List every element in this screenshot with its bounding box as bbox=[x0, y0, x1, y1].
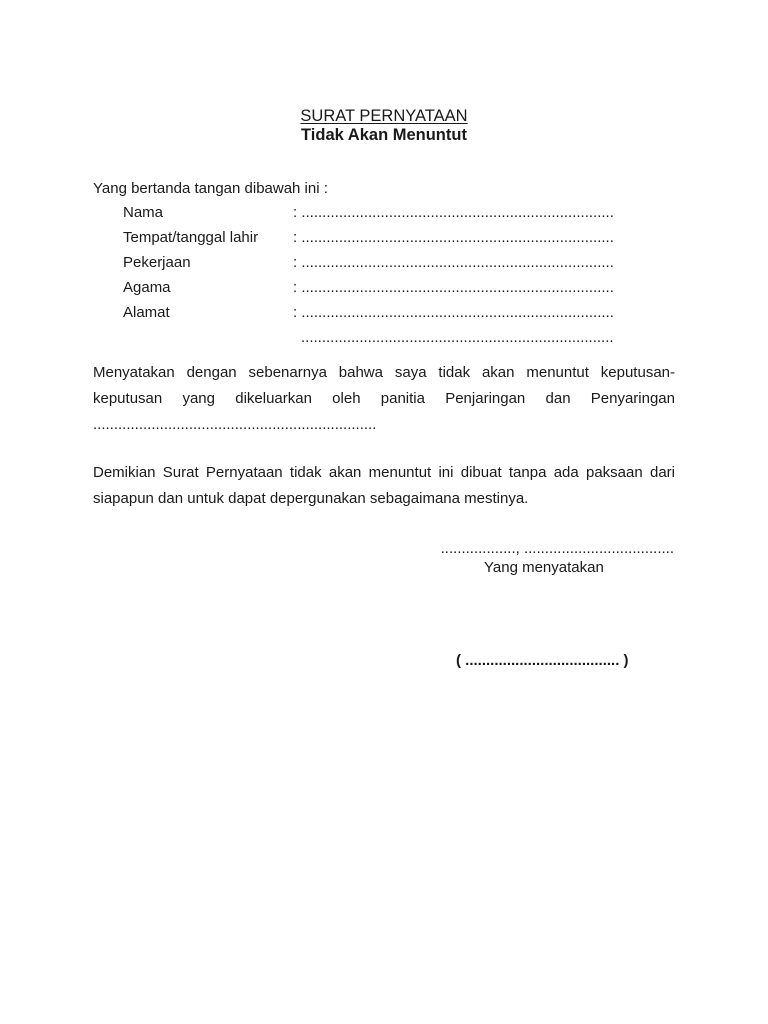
place-date-line: .................., .................................... bbox=[440, 540, 674, 557]
paragraph-line: keputusan yang dikeluarkan oleh panitia Penjaringan dan Penyaringan bbox=[93, 390, 675, 407]
statement-paragraph bbox=[93, 360, 675, 438]
paragraph-line: siapapun dan untuk dapat depergunakan sebagaimana mestinya. bbox=[93, 490, 529, 507]
paragraph-line: Menyatakan dengan sebenarnya bahwa saya tidak akan menuntut keputusan- bbox=[93, 364, 675, 381]
paragraph-line: .................................................................... bbox=[93, 416, 377, 433]
field-row-nama bbox=[123, 203, 643, 228]
signature-line: ( ..................................... ) bbox=[456, 652, 629, 669]
paragraph-line: Demikian Surat Pernyataan tidak akan menuntut ini dibuat tanpa ada paksaan dari bbox=[93, 464, 675, 481]
field-label: Agama bbox=[123, 279, 171, 296]
field-value: : ........................................................................... bbox=[293, 229, 614, 246]
field-value: : ........................................................................... bbox=[293, 304, 614, 321]
field-value: ........................................................................... bbox=[301, 329, 614, 346]
document-title: SURAT PERNYATAAN bbox=[300, 107, 468, 125]
field-row-alamat-continued bbox=[123, 328, 643, 353]
field-label: Nama bbox=[123, 204, 164, 221]
field-row-agama bbox=[123, 278, 643, 303]
field-value: : ........................................................................... bbox=[293, 204, 614, 221]
field-row-alamat bbox=[123, 303, 643, 328]
field-label: Tempat/tanggal lahir bbox=[123, 229, 259, 246]
signer-label: Yang menyatakan bbox=[484, 559, 604, 576]
field-row-tempat-tanggal-lahir bbox=[123, 228, 643, 253]
intro-text: Yang bertanda tangan dibawah ini : bbox=[93, 180, 328, 197]
identity-fields bbox=[123, 203, 643, 353]
document-subtitle: Tidak Akan Menuntut bbox=[301, 126, 467, 144]
field-value: : ........................................................................... bbox=[293, 254, 614, 271]
field-row-pekerjaan bbox=[123, 253, 643, 278]
field-value: : ........................................................................... bbox=[293, 279, 614, 296]
field-label bbox=[123, 328, 293, 353]
closing-paragraph bbox=[93, 460, 675, 512]
document-title-block bbox=[0, 107, 768, 145]
field-label: Pekerjaan bbox=[123, 254, 191, 271]
field-label: Alamat bbox=[123, 304, 170, 321]
